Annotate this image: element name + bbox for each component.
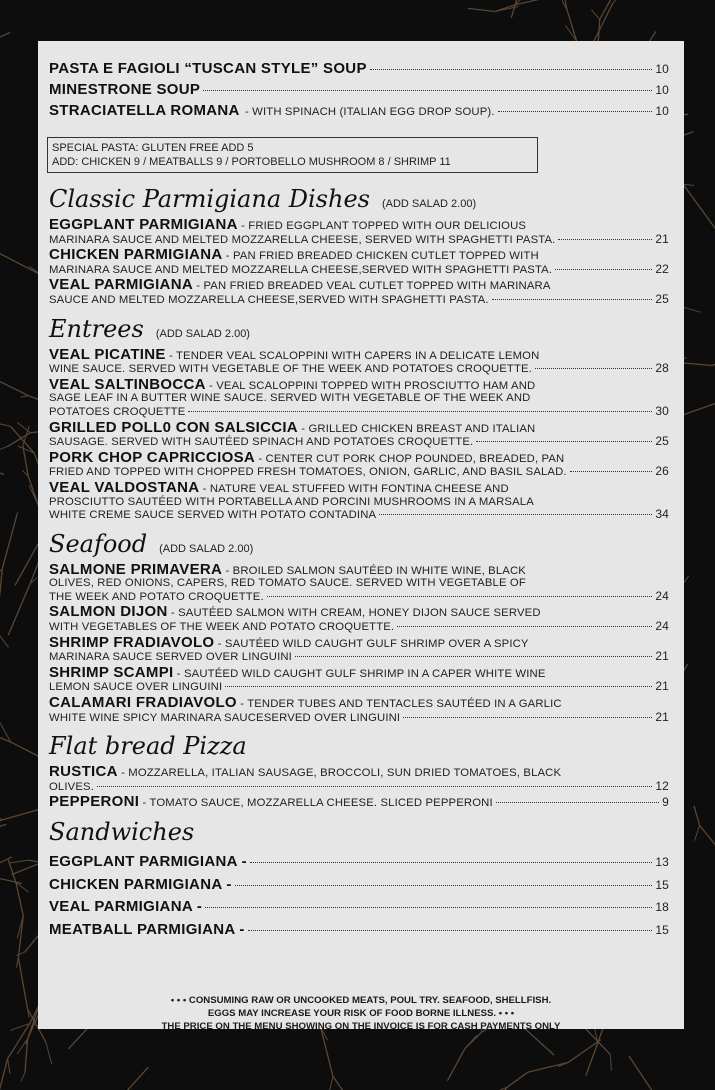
- item-description: LEMON SAUCE OVER LINGUINI: [49, 681, 223, 694]
- twig-branch: [508, 1072, 528, 1087]
- item-price: 22: [655, 261, 669, 276]
- item-name: CHICKEN PARMIGIANA -: [49, 875, 232, 893]
- twig-branch: [0, 376, 28, 395]
- twig-branch: [567, 11, 576, 41]
- menu-item: [49, 345, 669, 376]
- item-description: - TENDER TUBES AND TENTACLES SAUTÉED IN A GARLIC: [240, 698, 562, 711]
- item-price: 18: [655, 900, 669, 914]
- special-line: SPECIAL PASTA: GLUTEN FREE ADD 5: [52, 142, 254, 154]
- section-note: (ADD SALAD 2.00): [155, 327, 250, 340]
- item-description: MARINARA SAUCE SERVED OVER LINGUINI: [49, 651, 292, 664]
- item-price: 9: [662, 795, 669, 810]
- item-description: POTATOES CROQUETTE: [49, 405, 186, 418]
- item-description: - GRILLED CHICKEN BREAST AND ITALIAN: [301, 422, 536, 435]
- menu-item-soup: [49, 101, 669, 122]
- twig-branch: [683, 184, 715, 230]
- item-name: EGGPLANT PARMIGIANA -: [49, 853, 247, 870]
- item-description: - PAN FRIED BREADED VEAL CUTLET TOPPED WITH MARINARA: [196, 280, 551, 293]
- twig-branch: [0, 631, 8, 647]
- menu-item: [49, 920, 669, 942]
- item-description: OLIVES.: [49, 780, 95, 793]
- section-title: Flat bread Pizza: [49, 732, 247, 761]
- menu-item: [49, 216, 669, 246]
- item-description: - MOZZARELLA, ITALIAN SAUSAGE, BROCCOLI, SUN DRIED TOMATOES, BLACK: [121, 767, 562, 780]
- item-price: 21: [655, 709, 669, 724]
- item-name: PASTA E FAGIOLI “TUSCAN STYLE” SOUP: [49, 60, 367, 77]
- item-description: SAUCE AND MELTED MOZZARELLA CHEESE,SERVED WITH SPAGHETTI PASTA.: [49, 293, 489, 306]
- menu-page: [38, 41, 684, 1029]
- menu-item: [49, 694, 669, 724]
- item-name: STRACIATELLA ROMANA: [49, 102, 240, 119]
- menu-item: [49, 560, 669, 604]
- twig-branch: [613, 0, 624, 3]
- twig-branch: [2, 512, 17, 568]
- twig-branch: [10, 860, 29, 863]
- twig-branch: [16, 952, 24, 955]
- section-heading-pizza: [49, 732, 669, 760]
- section-heading-parmigiana: [49, 185, 669, 213]
- twig-branch: [591, 10, 599, 20]
- menu-item: [49, 418, 669, 449]
- item-description: - SAUTÉED WILD CAUGHT GULF SHRIMP OVER A SPICY: [217, 637, 529, 650]
- item-description: - CENTER CUT PORK CHOP POUNDED, BREADED, PAN: [258, 452, 565, 465]
- item-price: 25: [655, 434, 669, 449]
- twig-branch: [0, 568, 2, 599]
- twig-branch: [568, 1040, 601, 1063]
- twig-branch: [321, 1027, 333, 1076]
- twig-branch: [600, 0, 623, 19]
- item-description: - SAUTÉED WILD CAUGHT GULF SHRIMP IN A CAPER WHITE WINE: [176, 667, 546, 680]
- twig-branch: [683, 184, 694, 185]
- twig-branch: [700, 826, 715, 857]
- twig-branch: [10, 426, 34, 453]
- menu-item: [49, 276, 669, 306]
- twig-branch: [528, 1063, 568, 1073]
- twig-branch: [333, 1076, 361, 1090]
- menu-item: [49, 448, 669, 479]
- section-title: Seafood: [49, 529, 148, 558]
- twig-branch: [46, 1042, 52, 1065]
- entree-list: [49, 345, 669, 522]
- menu-item: [49, 793, 669, 811]
- item-price: 26: [655, 464, 669, 479]
- item-description: WINE SAUCE. SERVED WITH VEGETABLE OF THE WEEK AND POTATOES CROQUETTE.: [49, 363, 533, 376]
- seafood-list: [49, 560, 669, 725]
- menu-item-soup: [49, 59, 669, 80]
- item-price: 28: [655, 361, 669, 376]
- twig-branch: [447, 1049, 464, 1081]
- item-name: VEAL PARMIGIANA: [49, 276, 193, 294]
- twig-branch: [515, 0, 539, 5]
- twig-branch: [694, 826, 699, 841]
- twig-branch: [0, 32, 10, 54]
- item-name: VEAL PARMIGIANA -: [49, 898, 203, 915]
- item-name: SHRIMP SCAMPI: [49, 663, 174, 681]
- item-name: SHRIMP FRADIAVOLO: [49, 633, 215, 651]
- menu-item: [49, 633, 669, 664]
- menu-item: [49, 663, 669, 694]
- twig-branch: [565, 25, 576, 41]
- item-description: THE WEEK AND POTATO CROQUETTE.: [49, 590, 264, 603]
- twig-branch: [465, 1032, 482, 1048]
- item-price: 10: [655, 104, 669, 118]
- item-description: FRIED AND TOPPED WITH CHOPPED FRESH TOMATOES, ONION, GARLIC, AND BASIL SALAD.: [49, 466, 567, 479]
- menu-content: [49, 59, 669, 942]
- item-price: 24: [655, 588, 669, 603]
- twig-branch: [12, 863, 40, 874]
- twig-branch: [8, 1059, 10, 1074]
- item-description: MARINARA SAUCE AND MELTED MOZZARELLA CHEESE,SERVED WITH SPAGHETTI PASTA.: [49, 263, 553, 276]
- menu-item: [49, 478, 669, 522]
- item-description: PROSCIUTTO SAUTÉED WITH PORTABELLA AND PORCINI MUSHROOMS IN A MARSALA: [49, 495, 534, 508]
- twig-branch: [329, 1076, 333, 1090]
- special-pasta-box: [47, 137, 538, 173]
- twig-branch: [18, 916, 23, 958]
- twig-branch: [0, 1059, 8, 1090]
- notice-line: EGGS MAY INCREASE YOUR RISK OF FOOD BORNE ILLNESS. • • •: [207, 1008, 515, 1019]
- item-description: - NATURE VEAL STUFFED WITH FONTINA CHEESE AND: [202, 482, 509, 495]
- section-title: Classic Parmigiana Dishes: [49, 185, 370, 213]
- item-description: - WITH SPINACH (ITALIAN EGG DROP SOUP).: [244, 106, 495, 118]
- section-heading-entrees: [49, 315, 669, 343]
- item-description: SAGE LEAF IN A BUTTER WINE SAUCE. SERVED WITH VEGETABLE OF THE WEEK AND: [49, 392, 531, 405]
- item-price: 15: [655, 922, 669, 937]
- section-title: Sandwiches: [49, 818, 195, 846]
- item-name: CHICKEN PARMIGIANA: [49, 246, 223, 264]
- menu-item: [49, 375, 669, 419]
- item-price: 30: [655, 403, 669, 418]
- menu-item: [49, 246, 669, 276]
- item-name: CALAMARI FRADIAVOLO: [49, 694, 237, 712]
- item-name: PEPPERONI: [49, 793, 140, 811]
- item-price: 12: [655, 778, 669, 793]
- twig-branch: [525, 1029, 554, 1055]
- twig-branch: [8, 583, 30, 635]
- item-description: MARINARA SAUCE AND MELTED MOZZARELLA CHEESE, SERVED WITH SPAGHETTI PASTA.: [49, 233, 556, 246]
- item-description: - TOMATO SAUCE, MOZZARELLA CHEESE. SLICED PEPPERONI: [142, 797, 493, 810]
- item-description: - VEAL SCALOPPINI TOPPED WITH PROSCIUTTO HAM AND: [209, 379, 536, 392]
- twig-branch: [116, 1067, 149, 1090]
- section-note: (ADD SALAD 2.00): [159, 542, 254, 555]
- twig-branch: [0, 423, 10, 426]
- menu-item: [49, 763, 669, 793]
- item-description: - TENDER VEAL SCALOPPINI WITH CAPERS IN A DELICATE LEMON: [169, 349, 540, 362]
- twig-branch: [0, 824, 6, 839]
- item-name: PORK CHOP CAPRICCIOSA: [49, 448, 256, 466]
- twig-branch: [0, 733, 11, 742]
- twig-branch: [629, 1056, 653, 1090]
- item-description: WITH VEGETABLES OF THE WEEK AND POTATO CROQUETTE.: [49, 621, 395, 634]
- item-price: 21: [655, 231, 669, 246]
- menu-item: [49, 875, 669, 897]
- item-description: SAUSAGE. SERVED WITH SAUTÉED SPINACH AND POTATOES CROQUETTE.: [49, 436, 474, 449]
- menu-item-soup: [49, 80, 669, 101]
- item-price: 21: [655, 649, 669, 664]
- item-description: - SAUTÉED SALMON WITH CREAM, HONEY DIJON SAUCE SERVED: [170, 607, 541, 620]
- twig-branch: [0, 463, 4, 474]
- item-price: 10: [655, 62, 669, 76]
- item-name: SALMONE PRIMAVERA: [49, 560, 223, 578]
- item-description: - PAN FRIED BREADED CHICKEN CUTLET TOPPED WITH: [225, 250, 539, 263]
- twig-branch: [0, 446, 8, 452]
- item-price: 34: [655, 507, 669, 522]
- item-price: 15: [655, 877, 669, 892]
- soup-list: [49, 59, 669, 122]
- item-name: GRILLED POLL0 CON SALSICCIA: [49, 418, 298, 436]
- notice-line: • • • CONSUMING RAW OR UNCOOKED MEATS, POUL TRY. SEAFOOD, SHELLFISH.: [170, 995, 552, 1006]
- sandwich-list: [49, 852, 669, 941]
- twig-branch: [0, 878, 22, 884]
- item-price: 10: [655, 83, 669, 97]
- menu-item: [49, 852, 669, 874]
- special-line: ADD: CHICKEN 9 / MEATBALLS 9 / PORTOBELLO MUSHROOM 8 / SHRIMP 11: [52, 156, 451, 168]
- item-description: OLIVES, RED ONIONS, CAPERS, RED TOMATO SAUCE. SERVED WITH VEGETABLE OF: [49, 577, 526, 590]
- twig-branch: [21, 396, 29, 398]
- item-name: VEAL PICATINE: [49, 345, 166, 363]
- notice-line: THE PRICE ON THE MENU SHOWING ON THE INVOICE IS FOR CASH PAYMENTS ONLY: [161, 1021, 561, 1029]
- item-description: WHITE CREME SAUCE SERVED WITH POTATO CONTADINA: [49, 509, 377, 522]
- item-description: WHITE WINE SPICY MARINARA SAUCESERVED OVER LINGUINI: [49, 711, 401, 724]
- twig-branch: [468, 8, 495, 11]
- section-title: Entrees: [49, 314, 144, 343]
- item-name: EGGPLANT PARMIGIANA: [49, 216, 238, 233]
- item-name: MINESTRONE SOUP: [49, 81, 201, 98]
- twig-branch: [694, 806, 700, 826]
- item-price: 13: [655, 855, 669, 869]
- item-price: 25: [655, 291, 669, 306]
- item-description: - BROILED SALMON SAUTÉED IN WHITE WINE, BLACK: [225, 564, 526, 577]
- item-price: 24: [655, 619, 669, 634]
- twig-branch: [0, 251, 43, 276]
- item-name: SALMON DIJON: [49, 603, 168, 621]
- section-heading-sandwiches: [49, 818, 669, 846]
- menu-item: [49, 603, 669, 634]
- food-safety-notice: [38, 994, 684, 1029]
- twig-branch: [610, 1055, 611, 1071]
- twig-branch: [18, 958, 27, 1009]
- item-name: MEATBALL PARMIGIANA -: [49, 920, 245, 938]
- section-note: (ADD SALAD 2.00): [381, 198, 477, 210]
- item-name: VEAL VALDOSTANA: [49, 478, 200, 496]
- item-price: 21: [655, 679, 669, 694]
- item-name: RUSTICA: [49, 763, 118, 781]
- item-name: VEAL SALTINBOCCA: [49, 375, 206, 393]
- twig-branch: [21, 1072, 25, 1081]
- menu-item: [49, 897, 669, 919]
- item-description: - FRIED EGGPLANT TOPPED WITH OUR DELICIOUS: [241, 220, 527, 232]
- section-heading-seafood: [49, 530, 669, 558]
